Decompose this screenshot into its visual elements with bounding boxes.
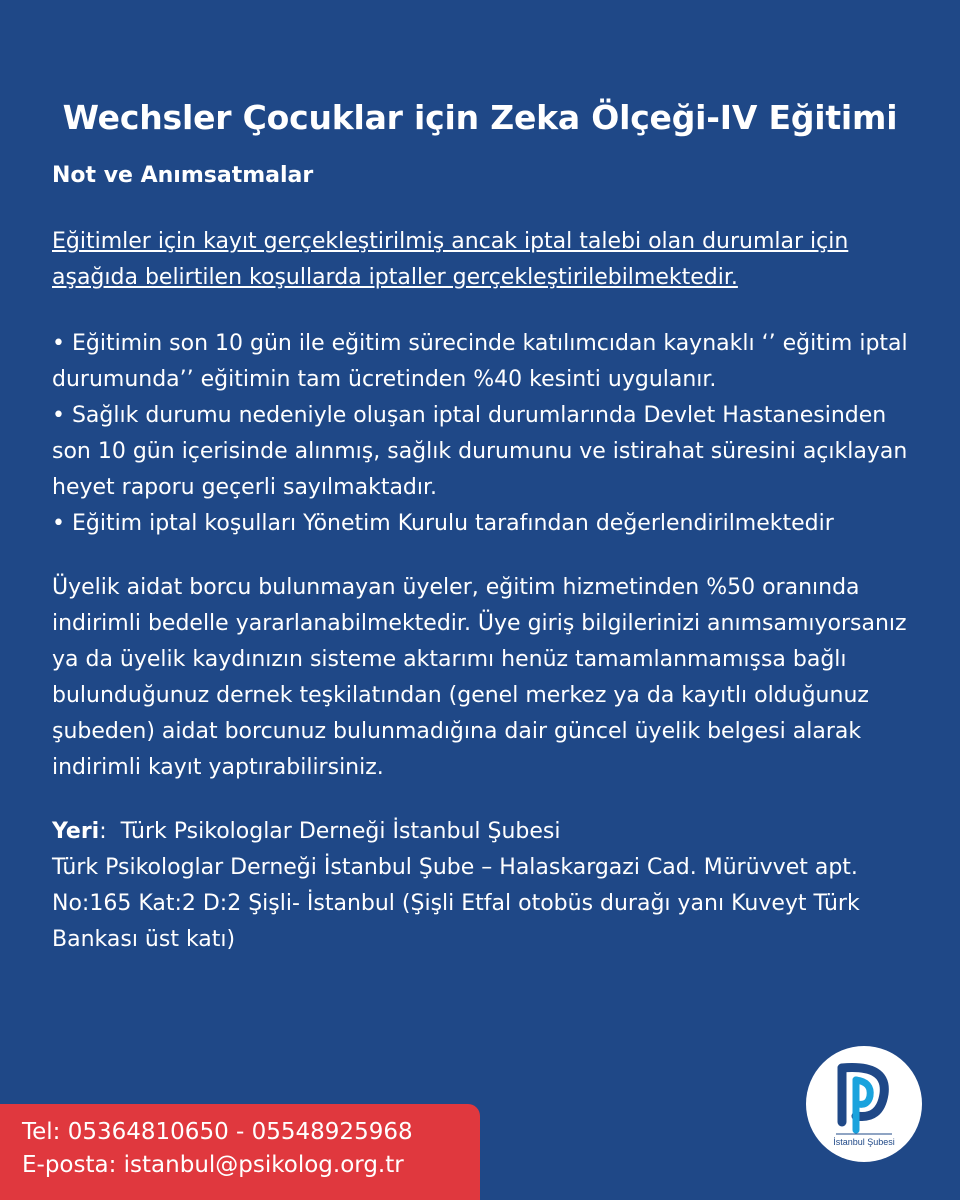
location-separator: : [99,819,121,844]
membership-paragraph: Üyelik aidat borcu bulunmayan üyeler, eğitim hizmetinden %50 oranında indirimli bedelle yararlanabilmektedir. Üye giriş bilgilerinizi anımsamıyorsanız ya da üyelik kaydınızın sisteme aktarımı henüz tamamlanmamışsa bağlı bulunduğunuz dernek teşkilatından (genel merkez ya da kayıtlı olduğunuz şubeden) aidat borcunuz bulunmadığına dair güncel üyelik belgesi alarak indirimli kayıt yaptırabilirsiniz. [52,575,907,780]
content-body [52,158,922,958]
bullet-item: • Eğitim iptal koşulları Yönetim Kurulu tarafından değerlendirilmektedir [52,511,834,536]
location-label: Yeri [52,819,100,844]
location-venue: Türk Psikologlar Derneği İstanbul Şubesi [120,819,561,844]
location-venue-line [52,814,922,850]
location-block [52,814,922,958]
contact-email[interactable]: E-posta: istanbul@psikolog.org.tr [22,1152,404,1178]
cancellation-note: Eğitimler için kayıt gerçekleştirilmiş ancak iptal talebi olan durumlar için aşağıda belirtilen koşullarda iptaller gerçekleştirilebilmektedir. [52,229,849,290]
section-heading: Not ve Anımsatmalar [52,163,314,188]
contact-box [0,1104,480,1200]
bullet-item: • Eğitimin son 10 gün ile eğitim sürecinde katılımcıdan kaynaklı ‘’ eğitim iptal durumunda’’ eğitimin tam ücretinden %40 kesinti uygulanır. [52,331,908,392]
branch-logo [806,1046,922,1162]
cancellation-bullet-list [52,326,922,542]
page-title: Wechsler Çocuklar için Zeka Ölçeği-IV Eğitimi [62,98,898,138]
contact-phone[interactable]: Tel: 05364810650 - 05548925968 [22,1119,413,1145]
bullet-item: • Sağlık durumu nedeniyle oluşan iptal durumlarında Devlet Hastanesinden son 10 gün içerisinde alınmış, sağlık durumunu ve istirahat süresini açıklayan heyet raporu geçerli sayılmaktadır. [52,403,908,500]
location-address: Türk Psikologlar Derneği İstanbul Şube – Halaskargazi Cad. Mürüvvet apt. No:165 Kat:2 D:2 Şişli- İstanbul (Şişli Etfal otobüs durağı yanı Kuveyt Türk Bankası üst katı) [52,855,860,952]
logo-caption: İstanbul Şubesi [833,1137,895,1147]
